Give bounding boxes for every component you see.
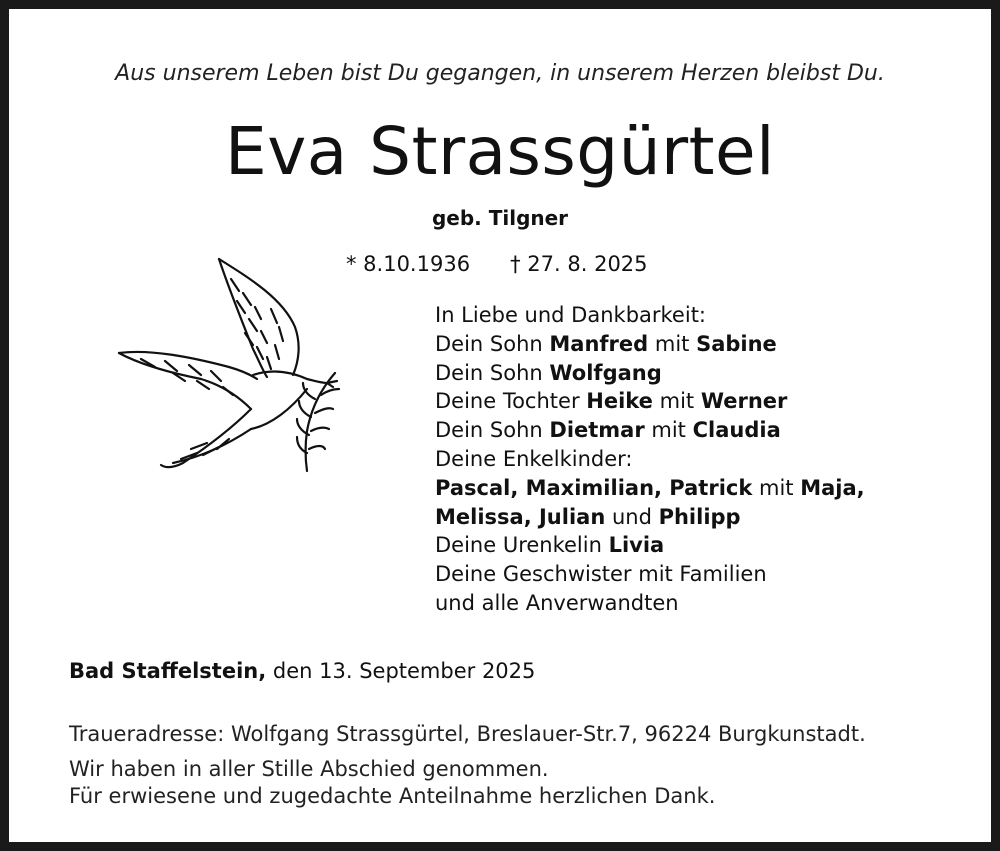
obituary-card <box>9 9 991 842</box>
footer-line: Wir haben in aller Stille Abschied genommen. <box>69 757 549 781</box>
mourner-line <box>435 416 865 445</box>
mourner-name: Livia <box>608 533 665 558</box>
mourner-line <box>435 474 865 503</box>
relation: Deine Tochter <box>435 389 587 414</box>
relation: Deine Urenkelin <box>435 533 609 558</box>
mourner-name: Pascal, Maximilian, Patrick <box>435 475 753 500</box>
mourning-address: Traueradresse: Wolfgang Strassgürtel, Breslauer-Str.7, 96224 Burgkunstadt. <box>69 722 866 746</box>
connector: mit <box>644 418 693 443</box>
mourner-line <box>435 359 865 388</box>
connector: und <box>605 504 659 529</box>
place: Bad Staffelstein, <box>69 659 267 683</box>
place-and-date <box>69 659 535 683</box>
death-date: † 27. 8. 2025 <box>510 252 648 276</box>
mourners-intro: In Liebe und Dankbarkeit: <box>435 303 707 327</box>
date: den 13. September 2025 <box>266 659 536 683</box>
connector: mit <box>648 331 697 356</box>
footer-line: Für erwiesene und zugedachte Anteilnahme herzlichen Dank. <box>69 784 716 808</box>
mourner-line <box>435 531 865 560</box>
birth-name: geb. Tilgner <box>431 206 569 230</box>
mourner-line <box>435 330 865 359</box>
connector: mit <box>752 475 801 500</box>
mourners-list <box>435 301 865 618</box>
mourner-line <box>435 503 865 532</box>
life-dates <box>346 252 648 276</box>
mourner-line: Deine Geschwister mit Familien <box>435 562 767 587</box>
mourner-line <box>435 387 865 416</box>
motto: Aus unserem Leben bist Du gegangen, in unserem Herzen bleibst Du. <box>115 61 885 86</box>
relation: Dein Sohn <box>435 331 550 356</box>
footer <box>69 721 866 810</box>
mourner-line: und alle Anverwandten <box>435 590 679 615</box>
relation: Dein Sohn <box>435 418 550 443</box>
mourner-name: Philipp <box>658 504 741 529</box>
mourner-name: Melissa, Julian <box>435 504 606 529</box>
mourner-name: Sabine <box>696 331 777 356</box>
mourner-name: Heike <box>586 389 653 414</box>
mourner-name: Wolfgang <box>549 360 662 385</box>
deceased-name: Eva Strassgürtel <box>225 113 775 190</box>
mourner-name: Maja, <box>800 475 865 500</box>
mourner-line: Deine Enkelkinder: <box>435 446 633 471</box>
mourner-name: Manfred <box>549 331 649 356</box>
relation: Dein Sohn <box>435 360 550 385</box>
mourner-name: Dietmar <box>549 418 645 443</box>
birth-date: * 8.10.1936 <box>346 252 471 276</box>
mourner-name: Claudia <box>692 418 781 443</box>
mourner-name: Werner <box>700 389 788 414</box>
dove-with-olive-branch-icon <box>111 249 351 474</box>
connector: mit <box>652 389 701 414</box>
